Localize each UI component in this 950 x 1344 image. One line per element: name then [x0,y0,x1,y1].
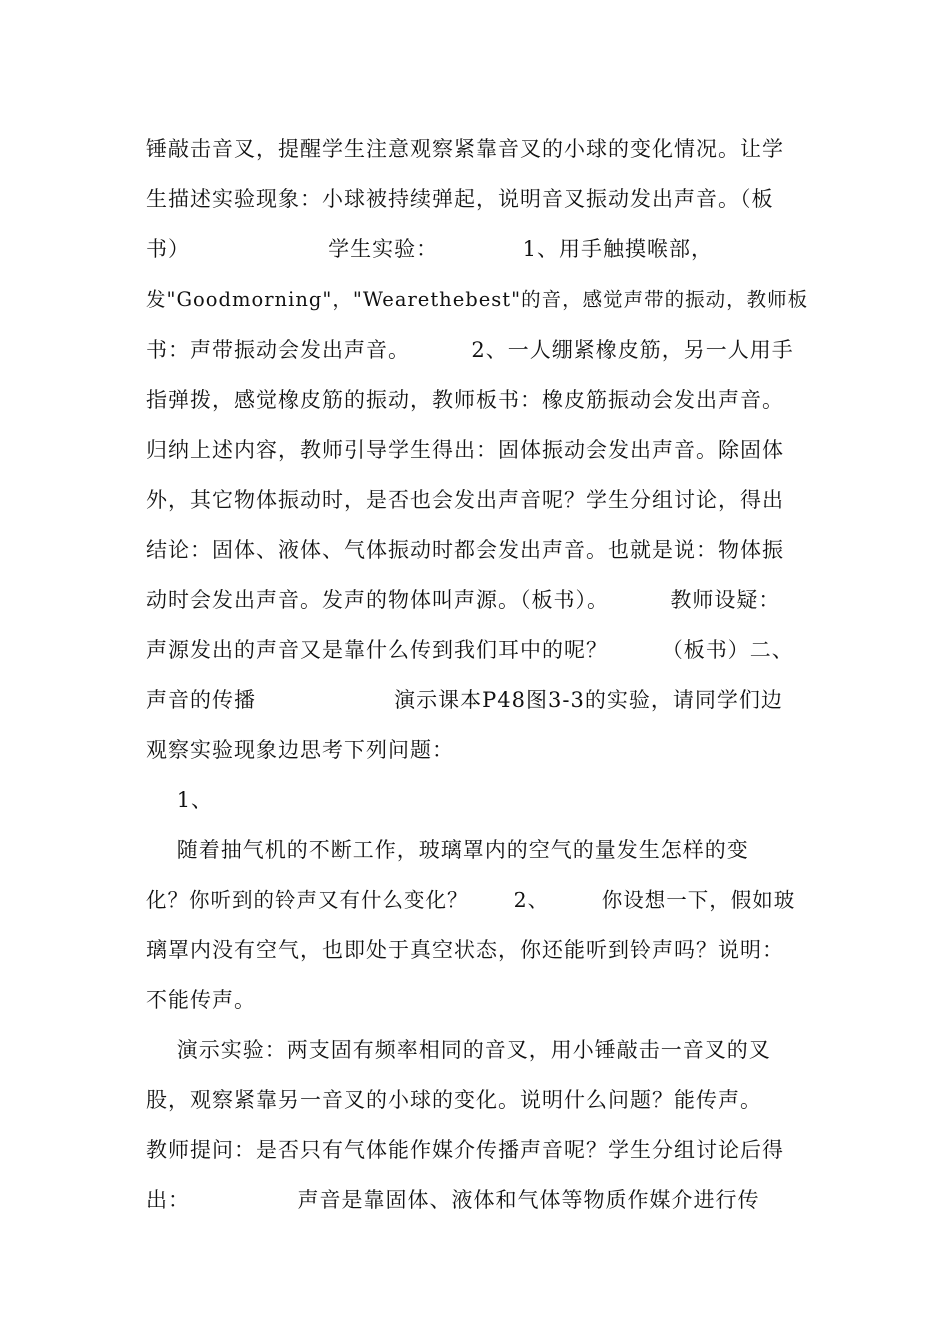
text-line: 归纳上述内容，教师引导学生得出：固体振动会发出声音。除固体 [146,438,784,462]
text-line: 声源发出的声音又是靠什么传到我们耳中的呢？ （板书）二、 [146,638,794,662]
text-line: 股，观察紧靠另一音叉的小球的变化。说明什么问题？能传声。 [146,1088,762,1112]
text-line: 外，其它物体振动时，是否也会发出声音呢？学生分组讨论，得出 [146,488,784,512]
text-line: 不能传声。 [146,988,256,1012]
text-line: 发"Goodmorning"，"Wearethebest"的音，感觉声带的振动，教师板 [146,288,809,311]
text-line: 动时会发出声音。发声的物体叫声源。（板书）。 教师设疑： [146,588,781,612]
text-line: 出： 声音是靠固体、液体和气体等物质作媒介进行传 [146,1188,760,1212]
text-line: 结论：固体、液体、气体振动时都会发出声音。也就是说：物体振 [146,538,784,562]
text-line: 锤敲击音叉，提醒学生注意观察紧靠音叉的小球的变化情况。让学 [146,137,784,161]
text-line: 演示实验：两支固有频率相同的音叉，用小锤敲击一音叉的叉 [146,1038,771,1062]
text-line: 书：声带振动会发出声音。 2、一人绷紧橡皮筋，另一人用手 [146,338,794,362]
text-line: 随着抽气机的不断工作，玻璃罩内的空气的量发生怎样的变 [146,838,749,862]
text-line: 声音的传播 演示课本P48图3-3的实验，请同学们边 [146,688,783,712]
body-text [146,0,809,1212]
text-line: 生描述实验现象：小球被持续弹起，说明音叉振动发出声音。（板 [146,187,774,211]
text-line: 观察实验现象边思考下列问题： [146,738,454,762]
text-line: 1、 [146,788,214,812]
text-line: 教师提问：是否只有气体能作媒介传播声音呢？学生分组讨论后得 [146,1138,784,1162]
text-line: 化？你听到的铃声又有什么变化？ 2、 你设想一下，假如玻 [146,888,796,912]
text-line: 璃罩内没有空气，也即处于真空状态，你还能听到铃声吗？说明： [146,938,784,962]
text-line: 书） 学生实验： 1、用手触摸喉部， [146,237,713,261]
text-line: 指弹拨，感觉橡皮筋的振动，教师板书：橡皮筋振动会发出声音。 [146,388,784,412]
